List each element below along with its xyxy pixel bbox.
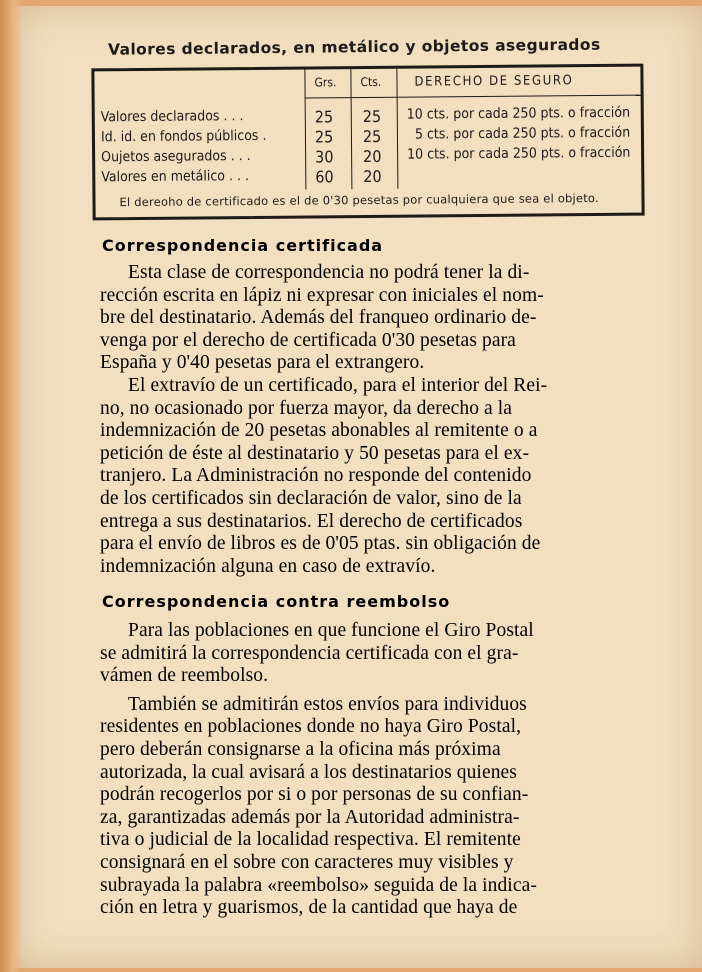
text-line: tiva o judicial de la localidad respectiva. El remitente	[100, 829, 521, 851]
row-label: Valores declarados . . .	[100, 108, 244, 126]
row-grs: 25	[314, 127, 334, 147]
table-row	[101, 125, 641, 148]
text-line: no, no ocasionado por fuerza mayor, da derecho a la	[100, 397, 513, 419]
text-line: rección escrita en lápiz ni expresar con iniciales el nom-	[100, 284, 544, 306]
text-line: de los certificados sin declaración de valor, sino de la	[100, 487, 522, 509]
text-line: indemnización alguna en caso de extravío.	[100, 555, 436, 577]
section-title-reembolso: Correspondencia contra reembolso	[102, 592, 451, 611]
row-cts: 20	[363, 166, 382, 187]
text-line: autorizada, la cual avisará a los destinatarios quienes	[100, 761, 517, 783]
text-line: España y 0'40 pesetas para el extrangero.	[100, 352, 425, 374]
row-grs: 60	[315, 167, 334, 187]
header-grs: Grs.	[314, 75, 337, 90]
row-derecho: 10 cts. por cada 250 pts. o fracción	[407, 144, 631, 163]
text-line: indemnización de 20 pesetas abonables al remitente o a	[100, 420, 538, 442]
header-rule	[397, 95, 641, 98]
header-cts: Cts.	[360, 74, 382, 90]
section-body-reembolso	[100, 620, 648, 920]
table-title: Valores declarados, en metálico y objetos asegurados	[107, 35, 601, 59]
text-line: El extravío de un certificado, para el interior del Rei-	[128, 374, 548, 396]
text-line: subrayada la palabra «reembolso» seguida de la indica-	[100, 874, 537, 896]
row-cts: 20	[363, 146, 382, 167]
text-line: tranjero. La Administración no responde del contenido	[100, 465, 532, 487]
row-label: Oujetos asegurados . . .	[101, 148, 251, 166]
table-row	[101, 145, 641, 168]
text-line: podrán recogerlos por si o por personas de su confian-	[100, 784, 529, 806]
table-row	[101, 165, 641, 188]
row-cts: 25	[362, 106, 382, 127]
row-label: Id. id. en fondos públicos .	[100, 127, 267, 146]
text-line: También se admitirán estos envíos para individuos	[128, 693, 527, 715]
text-line: ción en letra y guarismos, de la cantidad que haya de	[100, 897, 518, 919]
text-line: para el envío de libros es de 0'05 ptas. sin obligación de	[100, 533, 541, 555]
rates-table	[91, 64, 644, 221]
text-line: Esta clase de correspondencia no podrá tener la di-	[128, 262, 530, 283]
header-seguro: DERECHO DE SEGURO	[414, 73, 574, 90]
section-body-certificada	[100, 262, 648, 578]
row-grs: 30	[315, 147, 334, 167]
text-line: residentes en poblaciones donde no haya Giro Postal,	[100, 716, 522, 738]
text-line: vámen de reembolso.	[100, 665, 269, 687]
text-line: entrega a sus destinatarios. El derecho de certificados	[100, 510, 523, 532]
row-grs: 25	[314, 107, 334, 127]
row-cts: 25	[362, 126, 382, 147]
table-footer: El dereoho de certificado es el de 0'30 pesetas por cualquiera que sea el objeto.	[119, 190, 599, 210]
text-line: za, garantizadas además por la Autoridad administra-	[100, 806, 520, 828]
section-title-certificada: Correspondencia certificada	[102, 236, 384, 255]
table-row	[101, 105, 641, 128]
text-line: se admitirá la correspondencia certificada con el gra-	[100, 642, 519, 664]
text-line: Para las poblaciones en que funcione el Giro Postal	[128, 620, 534, 641]
text-line: consignará en el sobre con caracteres muy visibles y	[100, 851, 514, 873]
row-label: Valores en metálico . . .	[101, 168, 250, 186]
page-edge	[0, 0, 22, 972]
row-derecho: 10 cts. por cada 250 pts. o fracción	[406, 104, 631, 123]
text-line: bre del destinatario. Además del franqueo ordinario de-	[100, 307, 537, 329]
text-line: venga por el derecho de certificada 0'30 pesetas para	[100, 329, 516, 351]
text-line: petición de éste al destinatario y 50 pesetas para el ex-	[100, 442, 530, 464]
text-line: pero deberán consignarse a la oficina más próxima	[100, 738, 501, 760]
row-derecho: 5 cts. por cada 250 pts. o fracción	[414, 124, 631, 143]
